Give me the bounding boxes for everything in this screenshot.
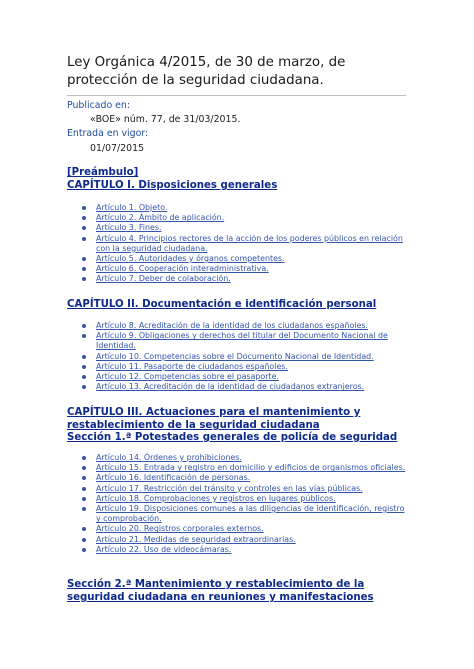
list-item [80, 463, 410, 473]
article-link[interactable]: Artículo 11. Pasaporte de ciudadanos españoles. [96, 361, 288, 371]
bullet-icon [82, 548, 86, 552]
published-label: Publicado en: [67, 100, 131, 111]
list-item [80, 545, 410, 555]
list-item [80, 362, 410, 372]
bullet-icon [82, 507, 86, 511]
article-link[interactable]: Artículo 12. Competencias sobre el pasaporte. [96, 372, 279, 382]
article-link[interactable]: Artículo 20. Registros corporales externos. [96, 524, 264, 534]
bullet-icon [82, 334, 86, 338]
list-item [80, 504, 410, 524]
section-1-article-list [80, 453, 410, 555]
bullet-icon [82, 257, 86, 261]
list-item [80, 321, 410, 331]
article-link[interactable]: Artículo 6. Cooperación interadministrativa. [96, 264, 269, 274]
chapter-1-article-list [80, 203, 410, 285]
bullet-icon [82, 476, 86, 480]
chapter-2-article-list [80, 321, 410, 392]
list-item [80, 494, 410, 504]
article-link[interactable]: Artículo 17. Restricción del tránsito y controles en las vías públicas. [96, 483, 363, 493]
list-item [80, 203, 410, 213]
list-item [80, 213, 410, 223]
article-link[interactable]: Artículo 4. Principios rectores de la acción de los poderes públicos en relación con la seguridad ciudadana. [96, 233, 403, 253]
chapter-2-link[interactable]: CAPÍTULO II. Documentación e identificación personal [67, 299, 377, 310]
list-item [80, 382, 410, 392]
list-item [80, 372, 410, 382]
list-item [80, 234, 410, 254]
chapter-1-link[interactable]: CAPÍTULO I. Disposiciones generales [67, 180, 278, 191]
bullet-icon [82, 527, 86, 531]
article-link[interactable]: Artículo 1. Objeto. [96, 203, 168, 212]
list-item [80, 484, 410, 494]
bullet-icon [82, 497, 86, 501]
article-link[interactable]: Artículo 5. Autoridades y órganos competentes. [96, 254, 285, 264]
preamble-link[interactable]: [Preámbulo] [67, 167, 139, 178]
article-link[interactable]: Artículo 3. Fines. [96, 223, 162, 233]
article-link[interactable]: Artículo 8. Acreditación de la identidad de los ciudadanos españoles. [96, 321, 368, 330]
article-link[interactable]: Artículo 10. Competencias sobre el Documento Nacional de Identidad. [96, 351, 374, 361]
list-item [80, 352, 410, 362]
in-force-value: 01/07/2015 [90, 143, 145, 154]
article-link[interactable]: Artículo 21. Medidas de seguridad extraordinarias. [96, 534, 296, 544]
list-item [80, 453, 410, 463]
published-value: «BOE» núm. 77, de 31/03/2015. [90, 114, 241, 125]
bullet-icon [82, 365, 86, 369]
bullet-icon [82, 456, 86, 460]
bullet-icon [82, 267, 86, 271]
section-2-link[interactable]: Sección 2.ª Mantenimiento y restablecimiento de la seguridad ciudadana en reuniones y manifestaciones [67, 579, 374, 604]
document-title: Ley Orgánica 4/2015, de 30 de marzo, de protección de la seguridad ciudadana. [67, 55, 346, 88]
article-link[interactable]: Artículo 9. Obligaciones y derechos del titular del Documento Nacional de Identidad. [96, 331, 388, 351]
list-item [80, 473, 410, 483]
list-item [80, 264, 410, 274]
bullet-icon [82, 216, 86, 220]
list-item [80, 331, 410, 351]
list-item [80, 274, 410, 284]
list-item [80, 535, 410, 545]
article-link[interactable]: Artículo 15. Entrada y registro en domicilio y edificios de organismos oficiales. [96, 463, 406, 473]
list-item [80, 223, 410, 233]
bullet-icon [82, 375, 86, 379]
bullet-icon [82, 226, 86, 230]
title-divider [67, 95, 406, 96]
article-link[interactable]: Artículo 19. Disposiciones comunes a las diligencias de identificación, registro y comprobación. [96, 504, 405, 524]
bullet-icon [82, 487, 86, 491]
in-force-label: Entrada en vigor: [67, 128, 149, 139]
bullet-icon [82, 385, 86, 389]
list-item [80, 524, 410, 534]
bullet-icon [82, 277, 86, 281]
bullet-icon [82, 466, 86, 470]
article-link[interactable]: Artículo 7. Deber de colaboración. [96, 274, 231, 284]
bullet-icon [82, 206, 86, 210]
article-link[interactable]: Artículo 14. Órdenes y prohibiciones. [96, 453, 242, 462]
list-item [80, 254, 410, 264]
article-link[interactable]: Artículo 16. Identificación de personas. [96, 473, 251, 483]
bullet-icon [82, 538, 86, 542]
bullet-icon [82, 355, 86, 359]
bullet-icon [82, 237, 86, 241]
article-link[interactable]: Artículo 22. Uso de videocámaras. [96, 544, 232, 554]
chapter-3-link[interactable]: CAPÍTULO III. Actuaciones para el mantenimiento y restablecimiento de la seguridad ciudadana [67, 407, 361, 432]
article-link[interactable]: Artículo 13. Acreditación de la identidad de ciudadanos extranjeros. [96, 382, 365, 392]
bullet-icon [82, 324, 86, 328]
article-link[interactable]: Artículo 2. Ámbito de aplicación. [96, 213, 225, 223]
section-1-link[interactable]: Sección 1.ª Potestades generales de policía de seguridad [67, 432, 398, 443]
article-link[interactable]: Artículo 18. Comprobaciones y registros en lugares públicos. [96, 493, 336, 503]
